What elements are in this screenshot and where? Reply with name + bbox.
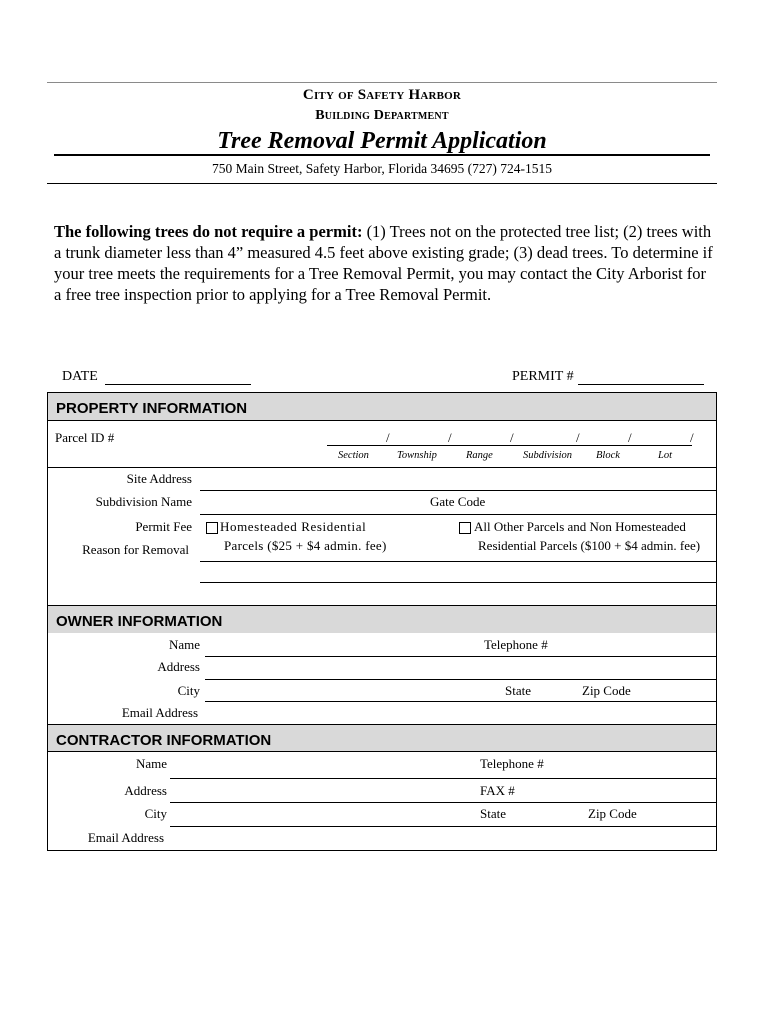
subdivision-name-label: Subdivision Name — [95, 494, 192, 509]
parcel-part-range: Range — [466, 450, 493, 461]
owner-telephone-label: Telephone # — [484, 637, 548, 652]
department-address: 750 Main Street, Safety Harbor, Florida 34695 (727) 724-1515 — [212, 161, 552, 176]
owner-state-label: State — [505, 683, 531, 698]
homesteaded-checkbox[interactable] — [206, 522, 218, 534]
other-parcels-checkbox[interactable] — [459, 522, 471, 534]
parcel-slash: / — [628, 430, 632, 445]
contractor-name-label: Name — [135, 756, 167, 771]
contractor-fax-label: FAX # — [480, 783, 515, 798]
property-heading-rule — [47, 420, 717, 421]
parcel-slash: / — [386, 430, 390, 445]
intro-bold-lead: The following trees do not require a permit: — [54, 222, 363, 241]
other-parcels-option-line2: Residential Parcels ($100 + $4 admin. fee) — [478, 538, 701, 553]
owner-zip-label: Zip Code — [582, 683, 631, 698]
owner-city-label: City — [177, 683, 200, 698]
parcel-slash: / — [448, 430, 452, 445]
reason-field-line1[interactable] — [200, 561, 717, 562]
owner-address-field[interactable] — [205, 679, 717, 680]
homesteaded-option-line2: Parcels ($25 + $4 admin. fee) — [224, 538, 387, 553]
contractor-telephone-label: Telephone # — [480, 756, 544, 771]
parcel-part-section: Section — [338, 450, 369, 461]
header-top-rule — [47, 82, 717, 83]
form-title: Tree Removal Permit Application — [217, 128, 547, 154]
contractor-heading: CONTRACTOR INFORMATION — [48, 725, 716, 752]
site-address-label: Site Address — [126, 471, 192, 486]
title-underline — [54, 154, 710, 156]
owner-address-label: Address — [157, 659, 200, 674]
contractor-address-label: Address — [124, 783, 167, 798]
permit-number-label: PERMIT # — [512, 369, 574, 384]
owner-name-label: Name — [168, 637, 200, 652]
property-parcel-rule — [47, 467, 717, 468]
other-parcels-option-line1: All Other Parcels and Non Homesteaded — [474, 519, 686, 534]
date-label: DATE — [62, 369, 98, 384]
intro-paragraph — [54, 221, 714, 305]
reason-for-removal-label: Reason for Removal — [82, 542, 189, 557]
contractor-heading-rule — [47, 751, 717, 752]
parcel-part-subdivision: Subdivision — [523, 450, 572, 461]
owner-city-field[interactable] — [205, 701, 717, 702]
owner-name-field[interactable] — [205, 656, 717, 657]
parcel-slash: / — [510, 430, 514, 445]
date-field[interactable] — [105, 384, 251, 385]
header-bottom-rule — [47, 183, 717, 184]
owner-heading: OWNER INFORMATION — [48, 606, 716, 633]
parcel-slash: / — [690, 430, 694, 445]
gate-code-label: Gate Code — [430, 494, 486, 509]
contractor-city-field[interactable] — [170, 826, 717, 827]
property-heading: PROPERTY INFORMATION — [48, 393, 716, 420]
permit-fee-label: Permit Fee — [135, 519, 192, 534]
city-name: City of Safety Harbor — [302, 87, 462, 103]
homesteaded-option-line1: Homesteaded Residential — [220, 519, 367, 534]
department-name: Building Department — [315, 108, 449, 123]
parcel-part-block: Block — [596, 450, 620, 461]
owner-email-label: Email Address — [121, 705, 198, 720]
reason-field-line2[interactable] — [200, 582, 717, 583]
subdivision-name-field[interactable] — [200, 514, 717, 515]
parcel-slash: / — [576, 430, 580, 445]
contractor-zip-label: Zip Code — [588, 806, 637, 821]
site-address-field[interactable] — [200, 490, 717, 491]
contractor-city-label: City — [144, 806, 167, 821]
contractor-state-label: State — [480, 806, 506, 821]
intro-text: (1) Trees not on the protected tree list; (2) trees with a trunk diameter less than 4” measured 4.5 feet above existing grade; (3) dead trees. To determine if your tree meets the requirements for a Tree Removal Permit, you may contact the City Arborist for a free tree inspection prior to applying for a Tree Removal Permit. — [54, 222, 713, 304]
parcel-id-label: Parcel ID # — [55, 430, 115, 445]
contractor-email-label: Email Address — [87, 830, 164, 845]
contractor-address-field[interactable] — [170, 802, 717, 803]
parcel-part-township: Township — [397, 450, 437, 461]
parcel-part-lot: Lot — [658, 450, 673, 461]
contractor-name-field[interactable] — [170, 778, 717, 779]
permit-number-field[interactable] — [578, 384, 704, 385]
